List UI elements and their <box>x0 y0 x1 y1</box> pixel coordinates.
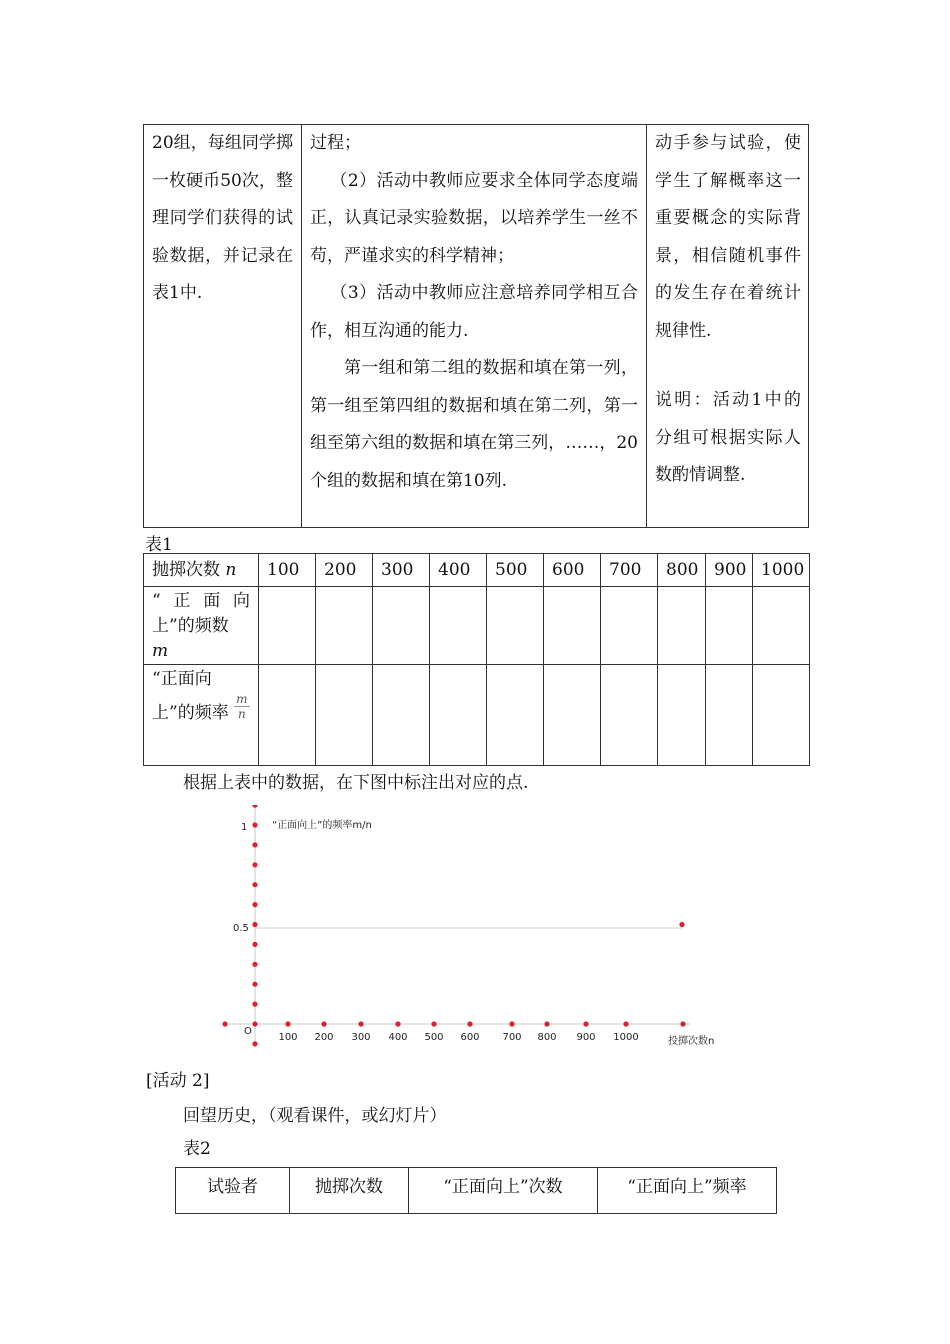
table2-caption: 表2 <box>183 1139 211 1159</box>
x-tick-label: 300 <box>351 1032 371 1043</box>
x-axis-label: 投掷次数n <box>668 1036 715 1047</box>
table1-cell[interactable] <box>658 587 706 665</box>
activity-description-cell <box>144 125 302 527</box>
table1-col-header: 900 <box>706 554 753 587</box>
x-tick-marker <box>544 1021 549 1026</box>
y-axis-marker <box>252 842 257 847</box>
table2-header-heads-rate: “正面向上”频率 <box>598 1168 777 1214</box>
teacher-note-3: （3）活动中教师应注意培养同学相互合作，相互沟通的能力. <box>310 283 638 341</box>
y-axis-marker <box>252 822 257 827</box>
table1-cell[interactable] <box>753 587 810 665</box>
y-axis-marker <box>252 962 257 967</box>
activity2-heading: [活动 2] <box>146 1071 210 1091</box>
y-axis-marker <box>252 1021 257 1026</box>
origin-label: O <box>244 1026 252 1037</box>
y-axis-marker <box>252 922 257 927</box>
table1-cell[interactable] <box>706 587 753 665</box>
table1-col-header: 1000 <box>753 554 810 587</box>
table1-cell[interactable] <box>316 587 373 665</box>
table2-header-experimenter: 试验者 <box>176 1168 290 1214</box>
table1 <box>143 553 810 766</box>
x-tick-marker <box>358 1021 363 1026</box>
table2-header-row <box>176 1168 777 1214</box>
table1-row-frequency-rate <box>144 665 810 766</box>
teacher-note-2: （2）活动中教师应要求全体同学态度端正，认真记录实验数据，以培养学生一丝不苟，严谨求实的科学精神； <box>310 170 638 266</box>
x-tick-label: 1000 <box>613 1032 639 1043</box>
table1-cell[interactable] <box>487 587 544 665</box>
x-tick-label: 800 <box>537 1032 557 1043</box>
table1-row-frequency-count <box>144 587 810 665</box>
frequency-scatter-chart <box>220 805 740 1050</box>
table1-cell[interactable] <box>373 587 430 665</box>
purpose-cell <box>647 125 809 527</box>
x-tick-label: 500 <box>424 1032 444 1043</box>
table1-cell[interactable] <box>706 665 753 766</box>
y-axis-marker <box>252 862 257 867</box>
teacher-notes-cell <box>302 125 647 527</box>
y-axis-label: “正面向上”的频率m/n <box>272 820 372 831</box>
reference-line-end-marker <box>679 922 684 927</box>
table1-cell[interactable] <box>753 665 810 766</box>
table1-cell[interactable] <box>658 665 706 766</box>
x-tick-marker <box>509 1021 514 1026</box>
table1-col-header: 800 <box>658 554 706 587</box>
table1-row-label-count: “正面向上”的频数 m <box>144 587 259 665</box>
table1-cell[interactable] <box>259 587 316 665</box>
table1-cell[interactable] <box>430 665 487 766</box>
teacher-note-columns: 第一组和第二组的数据和填在第一列，第一组至第四组的数据和填在第二列，第一组至第六组的数据和填在第三列，……，20个组的数据和填在第10列. <box>310 358 638 491</box>
table1-col-header: 600 <box>544 554 601 587</box>
table1-row-label-rate: “正面向上”的频率 $\frac{m}{n}$ <box>144 665 259 766</box>
y-axis-marker <box>252 902 257 907</box>
table1-cell[interactable] <box>544 665 601 766</box>
y-axis-marker <box>252 882 257 887</box>
table1-col-header: 300 <box>373 554 430 587</box>
table1-cell[interactable] <box>373 665 430 766</box>
x-axis-marker <box>222 1021 227 1026</box>
table1-cell[interactable] <box>316 665 373 766</box>
x-tick-label: 200 <box>314 1032 334 1043</box>
table1-cell[interactable] <box>601 587 658 665</box>
y-axis-marker <box>252 805 257 808</box>
table1-col-header: 400 <box>430 554 487 587</box>
fraction-m-over-n: $\frac{m}{n}$ <box>236 692 248 721</box>
y-axis-marker <box>252 942 257 947</box>
table2-header-throws: 抛掷次数 <box>290 1168 409 1214</box>
y-axis-marker <box>252 1041 257 1046</box>
activity1-table <box>143 124 809 528</box>
table1-cell[interactable] <box>259 665 316 766</box>
x-tick-label: 600 <box>460 1032 480 1043</box>
table1-col-header: 700 <box>601 554 658 587</box>
table1-row-label-throws: 抛掷次数 n <box>144 554 259 587</box>
x-tick-marker <box>285 1021 290 1026</box>
x-tick-marker <box>467 1021 472 1026</box>
x-tick-label: 400 <box>388 1032 408 1043</box>
table2-header-heads-count: “正面向上”次数 <box>409 1168 598 1214</box>
purpose-text: 动手参与试验，使学生了解概率这一重要概念的实际背景，相信随机事件的发生存在着统计规律性. <box>655 133 801 341</box>
y-axis-marker <box>252 982 257 987</box>
x-tick-label: 700 <box>502 1032 522 1043</box>
table1-caption: 表1 <box>145 535 173 555</box>
x-tick-label: 100 <box>278 1032 298 1043</box>
activity2-text: 回望历史，（观看课件，或幻灯片） <box>183 1106 447 1126</box>
x-tick-marker <box>431 1021 436 1026</box>
activity-description-text: 20组，每组同学掷一枚硬币50次，整理同学们获得的试验数据，并记录在表1中. <box>152 133 293 303</box>
x-tick-marker <box>623 1021 628 1026</box>
table1-col-header: 500 <box>487 554 544 587</box>
table1-col-header: 200 <box>316 554 373 587</box>
y-tick-label-1: 1 <box>241 822 248 833</box>
table1-cell[interactable] <box>487 665 544 766</box>
y-tick-label-half: 0.5 <box>233 923 249 934</box>
table1-col-header: 100 <box>259 554 316 587</box>
x-tick-marker <box>395 1021 400 1026</box>
table1-cell[interactable] <box>601 665 658 766</box>
table1-header-row <box>144 554 810 587</box>
teacher-note-process: 过程； <box>310 133 361 153</box>
y-axis-marker <box>252 1002 257 1007</box>
table1-cell[interactable] <box>544 587 601 665</box>
x-tick-marker <box>321 1021 326 1026</box>
table1-cell[interactable] <box>430 587 487 665</box>
chart-instruction: 根据上表中的数据，在下图中标注出对应的点. <box>183 773 529 793</box>
x-tick-label: 900 <box>576 1032 596 1043</box>
x-tick-marker <box>583 1021 588 1026</box>
x-axis-end-marker <box>680 1021 685 1026</box>
table2 <box>175 1167 777 1214</box>
purpose-note: 说明：活动1中的分组可根据实际人数酌情调整. <box>655 390 801 485</box>
